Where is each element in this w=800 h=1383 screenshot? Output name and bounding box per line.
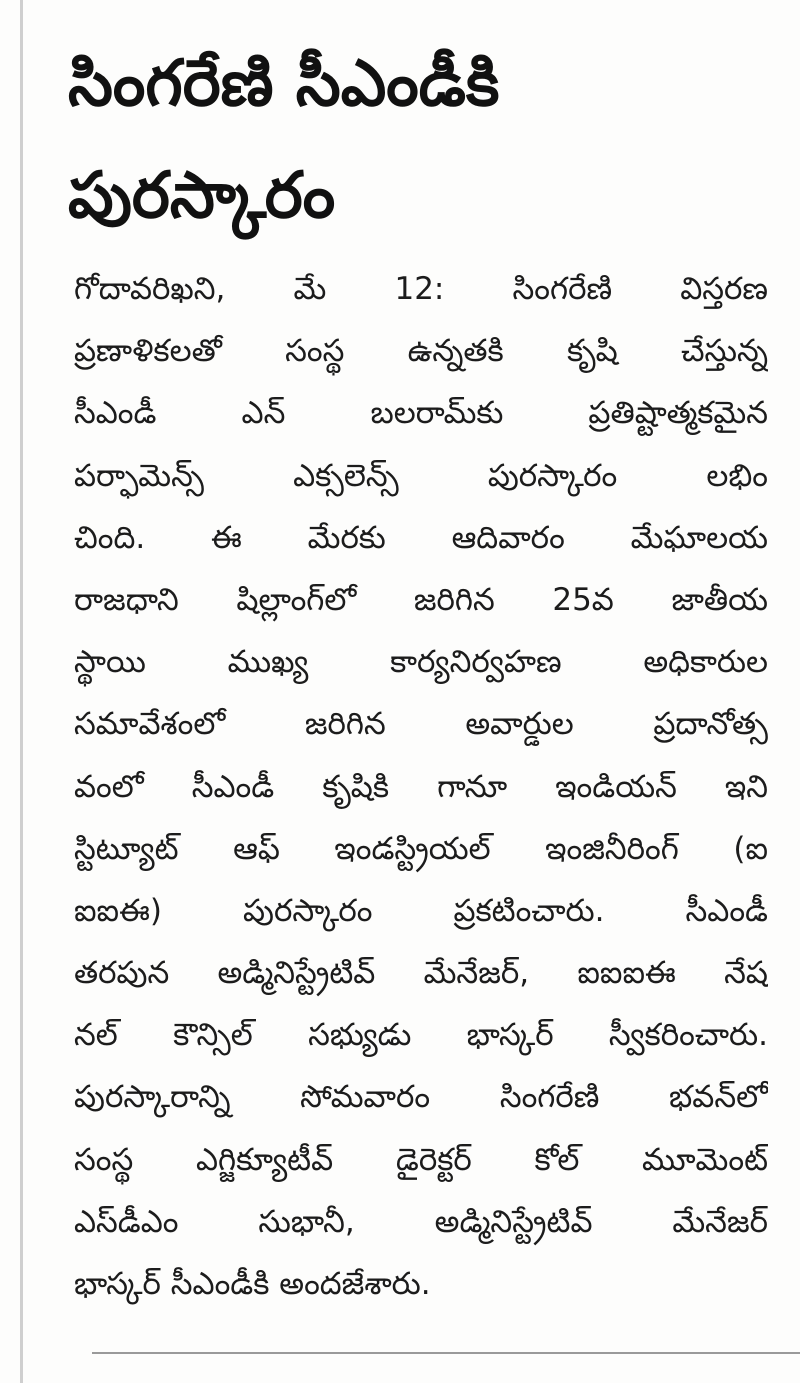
- body-line: వంలో సీఎండీ కృషికి గానూ ఇండియన్ ఇని: [74, 768, 768, 805]
- body-line: సీఎండీ ఎన్ బలరామ్‌కు ప్రతిష్టాత్మకమైన: [74, 395, 768, 432]
- body-line: రాజధాని షిల్లాంగ్‌లో జరిగిన 25వ జాతీయ: [74, 581, 768, 618]
- body-line: ఎస్‌డీఎం సుభానీ, అడ్మినిస్ట్రేటివ్ మేనేజర్: [74, 1203, 768, 1240]
- body-line: పురస్కారాన్ని సోమవారం సింగరేణి భవన్‌లో: [74, 1079, 768, 1116]
- article-headline: [68, 28, 768, 252]
- body-line: సంస్థ ఎగ్జిక్యూటీవ్ డైరెక్టర్ కోల్ మూమెంట్: [74, 1141, 768, 1178]
- body-line: ప్రణాళికలతో సంస్థ ఉన్నతకి కృషి చేస్తున్న: [74, 333, 768, 370]
- body-line: నల్ కౌన్సిల్ సభ్యుడు భాస్కర్ స్వీకరించారు.: [74, 1017, 768, 1054]
- body-line: స్టిట్యూట్ ఆఫ్ ఇండస్ట్రియల్ ఇంజినీరింగ్ (ఐ: [74, 830, 768, 867]
- headline-line: సింగరేణి సీఎండీకి: [68, 47, 500, 121]
- body-line: ఐఐఈ) పురస్కారం ప్రకటించారు. సీఎండీ: [74, 892, 768, 929]
- body-line: గోదావరిఖని, మే 12: సింగరేణి విస్తరణ: [74, 271, 768, 307]
- headline-line: పురస్కారం: [68, 159, 336, 233]
- body-line: తరపున అడ్మినిస్ట్రేటివ్ మేనేజర్, ఐఐఐఈ నేష: [74, 955, 768, 992]
- body-line: చింది. ఈ మేరకు ఆదివారం మేఘాలయ: [74, 519, 768, 556]
- body-line: స్థాయి ముఖ్య కార్యనిర్వహణ అధికారుల: [74, 644, 768, 681]
- body-line: సమావేశంలో జరిగిన అవార్డుల ప్రదానోత్స: [74, 706, 768, 743]
- column-divider-rule: [20, 0, 23, 1383]
- bottom-divider-rule: [92, 1352, 800, 1354]
- body-line: భాస్కర్ సీఎండీకి అందజేశారు.: [74, 1266, 431, 1302]
- body-line: పర్ఫామెన్స్ ఎక్సలెన్స్ పురస్కారం లభిం: [74, 457, 768, 494]
- article-body: [74, 258, 768, 1315]
